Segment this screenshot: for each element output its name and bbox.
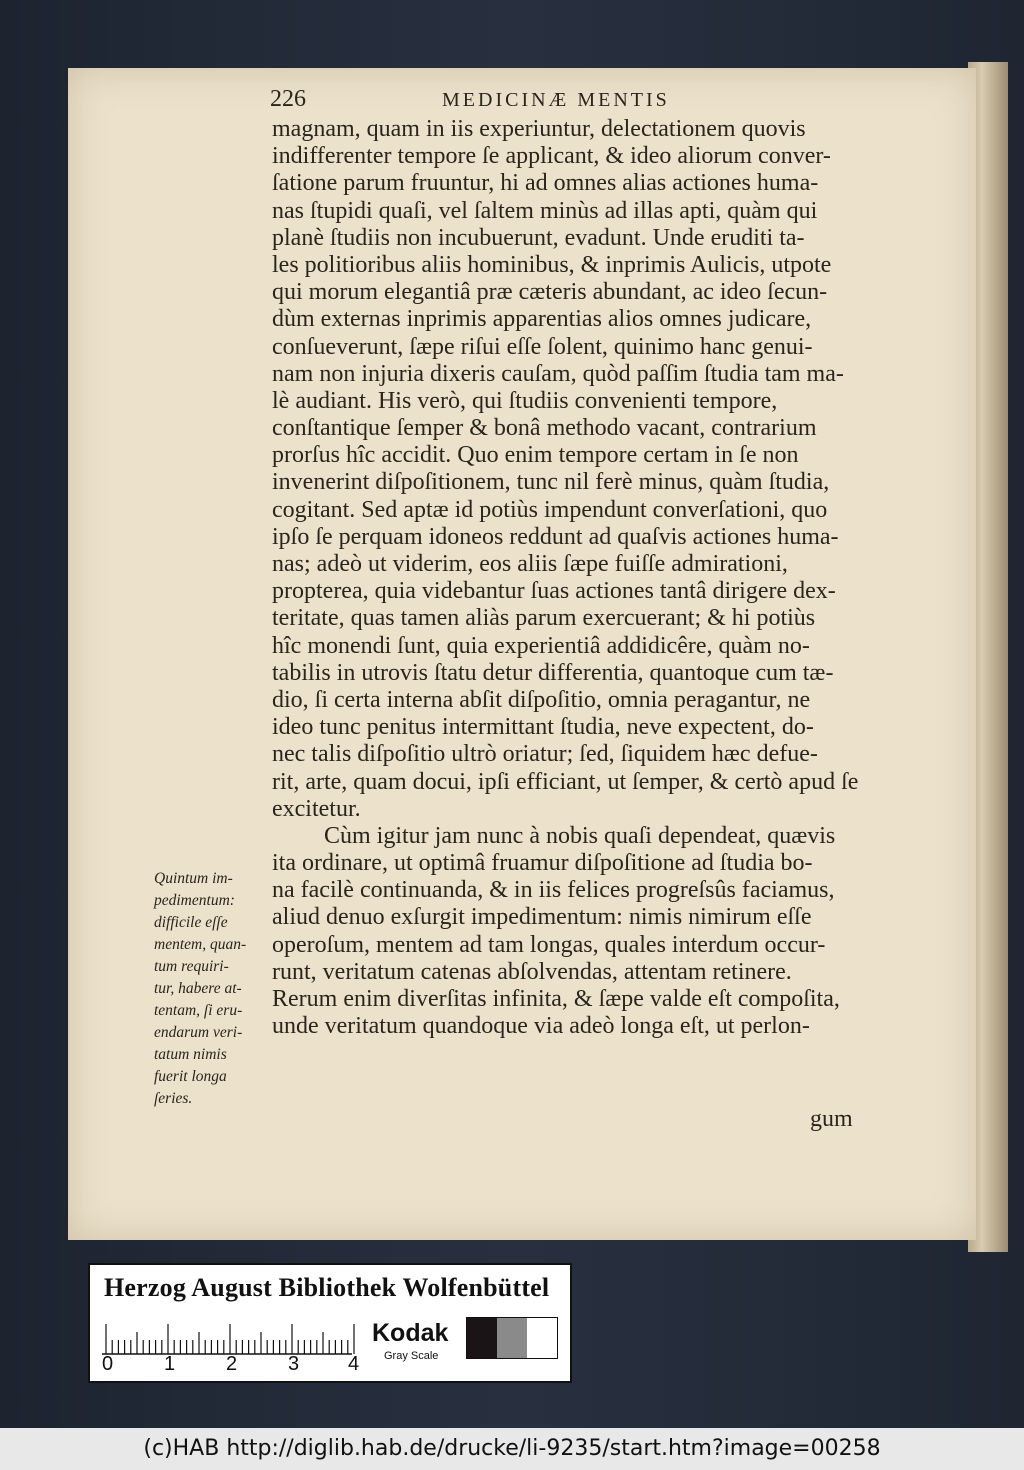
text-line: Rerum enim diverſitas infinita, & ſæpe valde eſt compoſita,: [272, 986, 840, 1012]
marginal-note-line: tentam, ſi eru-: [154, 1002, 243, 1019]
marginal-note-line: tatum nimis: [154, 1046, 227, 1063]
text-line: magnam, quam in iis experiuntur, delectationem quovis: [272, 116, 806, 142]
marginal-note-line: tur, habere at-: [154, 980, 242, 997]
marginal-note-line: ſeries.: [154, 1090, 193, 1107]
ruler-number: 3: [288, 1353, 300, 1375]
text-line: propterea, quia videbantur ſuas actiones tantâ dirigere dex-: [272, 578, 836, 605]
text-line: nec talis diſpoſitio ultrò oriatur; ſed, ſiquidem hæc defue-: [272, 741, 818, 768]
text-line: prorſus hîc accidit. Quo enim tempore certam in ſe non: [272, 442, 799, 469]
text-line: na facilè continuanda, & in iis felices progreſsûs faciamus,: [272, 877, 835, 904]
text-line: dio, ſi certa interna abſit diſpoſitio, omnia peragantur, ne: [272, 686, 811, 713]
running-head: MEDICINÆ MENTIS: [442, 89, 670, 111]
text-line: les politioribus aliis hominibus, & inprimis Aulicis, utpote: [272, 251, 832, 278]
text-line: ideo tunc penitus intermittant ſtudia, neve expectent, do-: [272, 714, 814, 741]
text-line: ipſo ſe perquam idoneos reddunt ad quaſvis actiones huma-: [272, 523, 839, 550]
text-line: rit, arte, quam docui, ipſi efficiant, ut ſemper, & certò apud ſe: [272, 768, 859, 795]
text-line: nas; adeò ut viderim, eos aliis ſæpe fuiſſe admirationi,: [272, 551, 788, 577]
text-line: tabilis in utrovis ſtatu detur differentia, quantoque cum tæ-: [272, 659, 834, 686]
marginal-note: [154, 868, 270, 1110]
ruler-number: 2: [226, 1353, 238, 1375]
marginal-note-line: pedimentum:: [154, 892, 235, 909]
text-line: conſtantique ſemper & bonâ methodo vacant, contrarium: [272, 415, 817, 442]
gray-patch-mid: [497, 1318, 527, 1358]
marginal-note-line: fuerit longa: [154, 1068, 227, 1085]
text-line: lè audiant. His verò, qui ſtudiis convenienti tempore,: [272, 387, 778, 414]
library-name: Herzog August Bibliothek Wolfenbüttel: [104, 1273, 550, 1302]
text-line: planè ſtudiis non incubuerunt, evadunt. Unde eruditi ta-: [272, 224, 805, 251]
text-line: dùm externas inprimis apparentias alios omnes judicare,: [272, 306, 812, 333]
footer-credit: (c)HAB http://diglib.hab.de/drucke/li-9235/start.htm?image=00258: [0, 1428, 1024, 1470]
text-line: indifferenter tempore ſe applicant, & ideo aliorum conver-: [272, 143, 831, 170]
text-line: nas ſtupidi quaſi, vel ſaltem minùs ad illas apti, quàm qui: [272, 197, 818, 224]
text-line: qui morum elegantiâ præ cæteris abundant, ac ideo ſecun-: [272, 279, 828, 306]
text-line: invenerint diſpoſitionem, tunc nil ferè minus, quàm ſtudia,: [272, 469, 830, 496]
text-line: unde veritatum quandoque via adeò longa eſt, ut perlon-: [272, 1013, 810, 1040]
text-line: nam non injuria dixeris cauſam, quòd paſſim ſtudia tam ma-: [272, 360, 844, 387]
marginal-note-line: difficile eſſe: [154, 914, 228, 931]
ruler-number: 0: [102, 1353, 114, 1375]
text-line: excitetur.: [272, 795, 361, 822]
text-line: ſatione parum fruuntur, hi ad omnes alias actiones huma-: [272, 170, 819, 197]
text-line: Cùm igitur jam nunc à nobis quaſi dependeat, quævis: [324, 822, 836, 849]
gray-patch-dark: [467, 1318, 497, 1358]
text-line: hîc monendi ſunt, quia experientiâ addidicêre, quàm no-: [272, 632, 810, 659]
text-line: aliud denuo exſurgit impedimentum: nimis nimirum eſſe: [272, 904, 812, 931]
kodak-logo: Kodak: [372, 1319, 449, 1347]
page-number: 226: [270, 86, 306, 112]
text-line: teritate, quas tamen aliàs parum exercuerant; & hi potiùs: [272, 605, 816, 632]
page-header: [270, 86, 870, 116]
marginal-note-line: Quintum im-: [154, 870, 233, 887]
ruler-numbers: [100, 1353, 380, 1377]
gray-patch-light: [527, 1318, 557, 1358]
text-line: operoſum, mentem ad tam longas, quales interdum occur-: [272, 931, 826, 958]
color-target-card: [88, 1263, 572, 1383]
text-line: cogitant. Sed aptæ id potiùs impendunt converſationi, quo: [272, 496, 828, 523]
marginal-note-line: endarum veri-: [154, 1024, 243, 1041]
body-text: [272, 116, 878, 1040]
text-line: runt, veritatum catenas abſolvendas, attentam retinere.: [272, 958, 792, 985]
gray-scale-patches: [466, 1317, 558, 1359]
marginal-note-line: tum requiri-: [154, 958, 229, 975]
catchword: gum: [810, 1106, 853, 1132]
kodak-subtitle: Gray Scale: [384, 1350, 439, 1362]
text-line: conſueverunt, ſæpe riſui eſſe ſolent, quinimo hanc genui-: [272, 333, 813, 360]
ruler-number: 1: [164, 1353, 176, 1375]
ruler-icon: [102, 1321, 362, 1355]
ruler-number: 4: [348, 1353, 360, 1375]
marginal-note-line: mentem, quan-: [154, 936, 247, 953]
text-line: ita ordinare, ut optimâ fruamur diſpoſitione ad ſtudia bo-: [272, 850, 813, 877]
